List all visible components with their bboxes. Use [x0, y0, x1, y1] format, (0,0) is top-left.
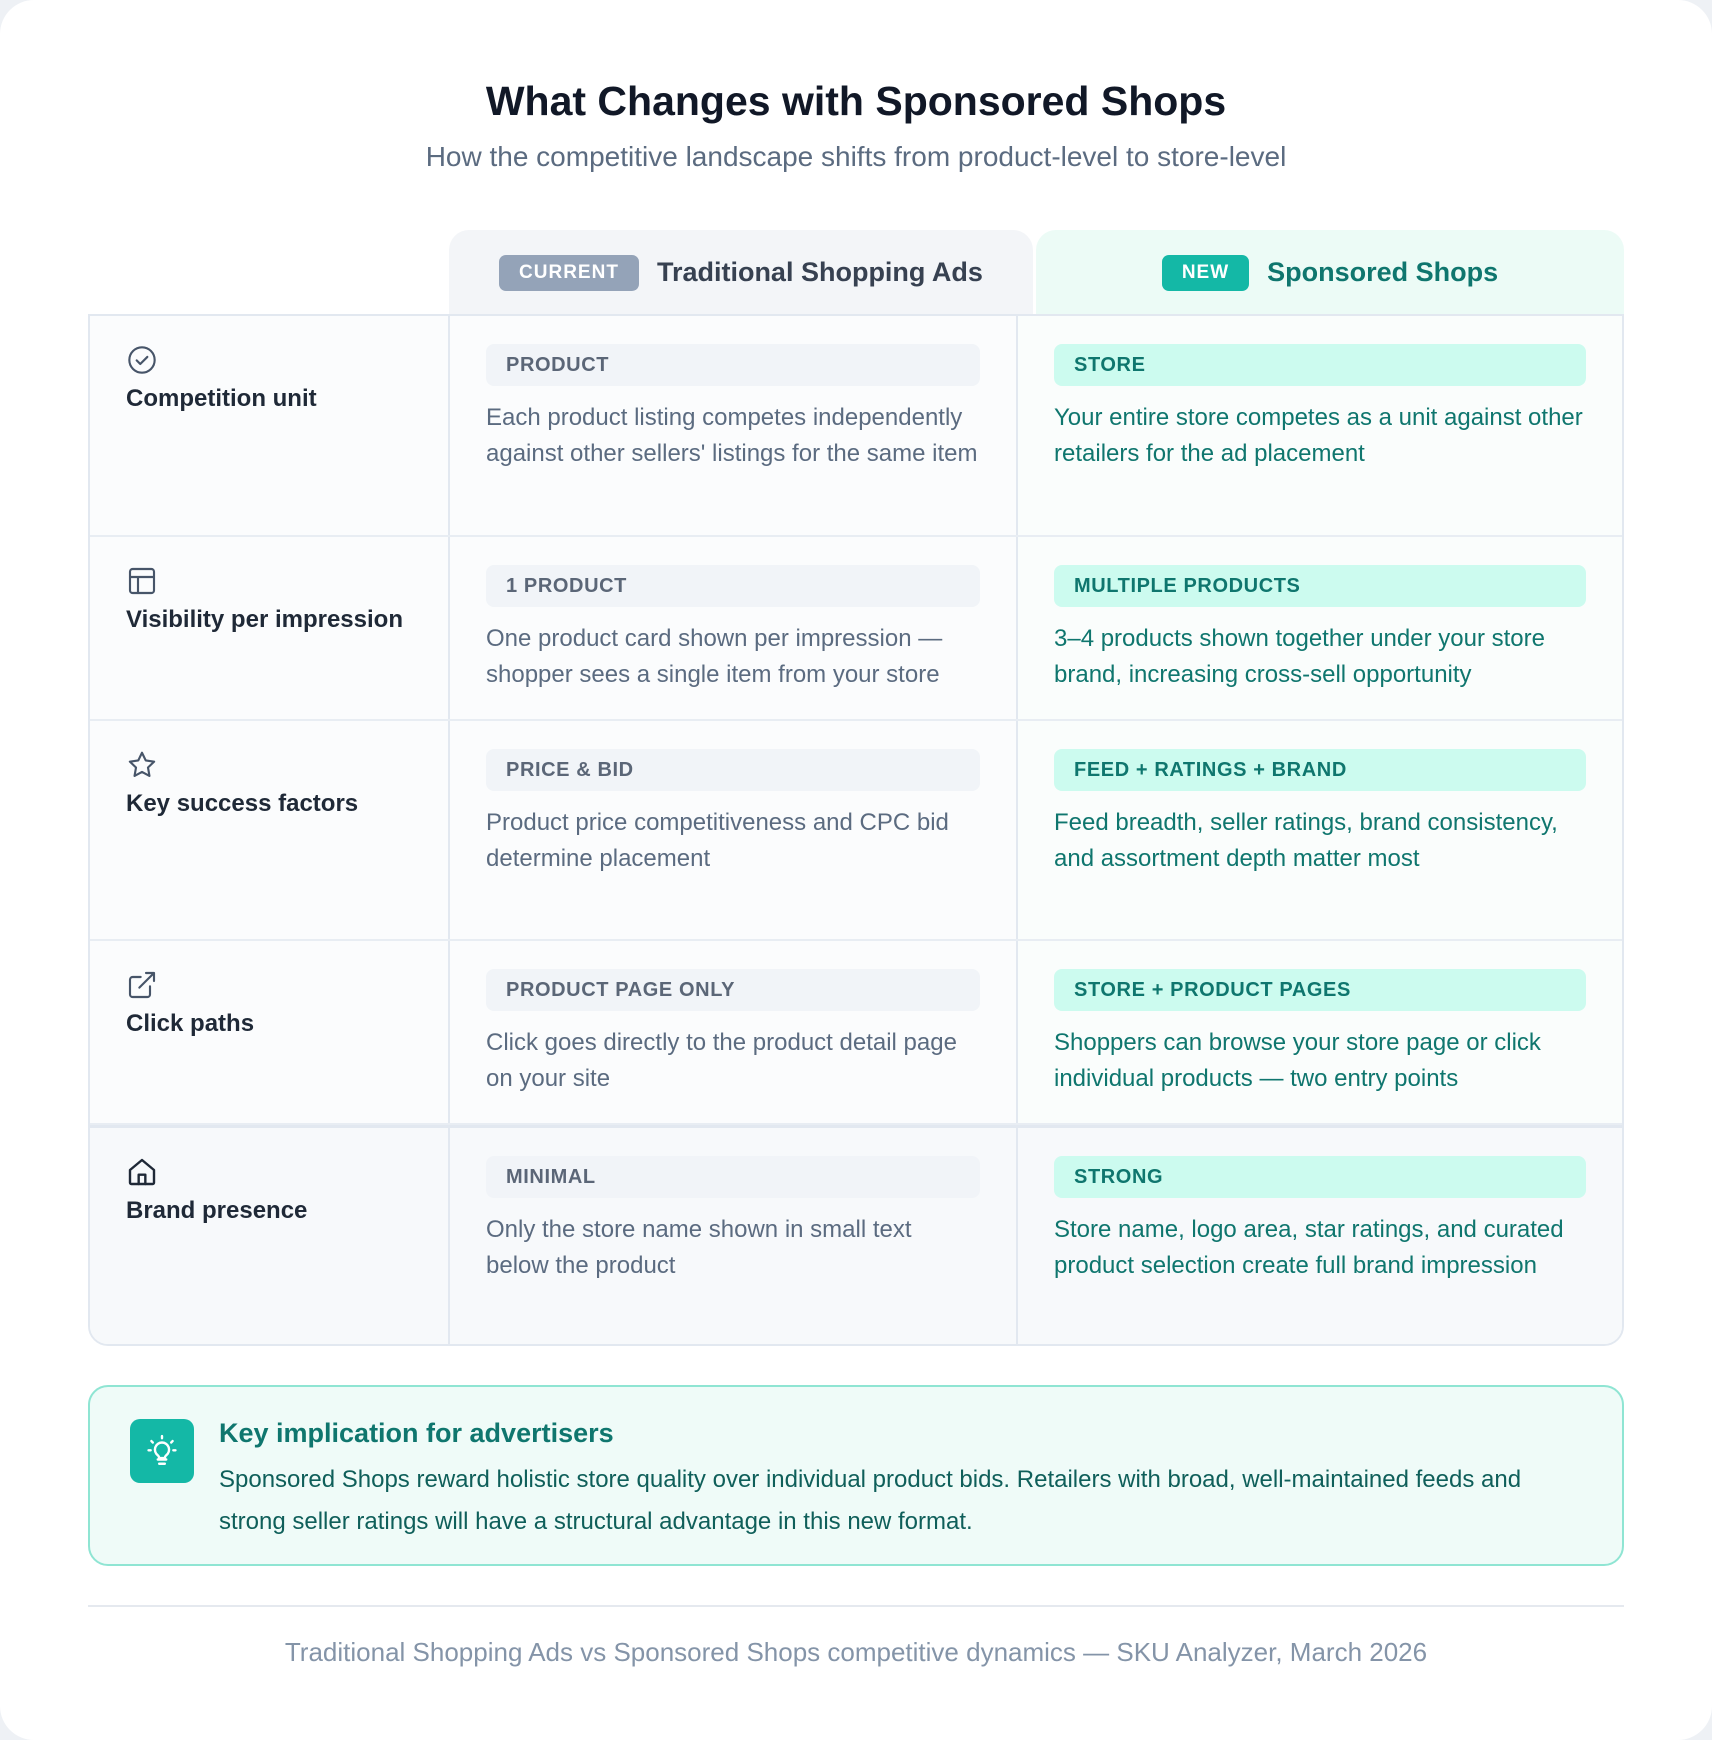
star-icon	[126, 749, 158, 781]
column-header-current	[449, 230, 1033, 315]
new-tag: MULTIPLE PRODUCTS	[1054, 565, 1586, 607]
new-description: 3–4 products shown together under your store brand, increasing cross-sell opportunity	[1054, 625, 1545, 688]
key-implication-box	[88, 1385, 1624, 1566]
new-cell	[1018, 941, 1622, 1123]
new-cell	[1018, 1128, 1622, 1346]
column-header-new	[1036, 230, 1624, 315]
current-badge: CURRENT	[499, 255, 639, 291]
new-description: Store name, logo area, star ratings, and curated product selection create full brand impression	[1054, 1216, 1564, 1279]
current-cell	[450, 941, 1018, 1123]
row-label-cell	[90, 941, 450, 1123]
row-label-cell	[90, 316, 450, 535]
page-title: What Changes with Sponsored Shops	[485, 78, 1227, 124]
current-cell	[450, 721, 1018, 939]
table-row	[90, 316, 1622, 537]
row-label-cell	[90, 537, 450, 719]
external-link-icon	[126, 969, 158, 1001]
new-cell	[1018, 721, 1622, 939]
table-row	[90, 941, 1622, 1125]
new-cell	[1018, 537, 1622, 719]
new-tag: STORE + PRODUCT PAGES	[1054, 969, 1586, 1011]
current-description: Each product listing competes independently against other sellers' listings for the same item	[486, 404, 978, 467]
implication-title: Key implication for advertisers	[219, 1418, 614, 1448]
row-label-cell	[90, 721, 450, 939]
current-tag: MINIMAL	[486, 1156, 980, 1198]
page-subtitle: How the competitive landscape shifts from product-level to store-level	[425, 141, 1287, 172]
new-tag: STRONG	[1054, 1156, 1586, 1198]
current-cell	[450, 537, 1018, 719]
current-cell	[450, 316, 1018, 535]
table-row	[90, 537, 1622, 721]
current-description: Only the store name shown in small text below the product	[486, 1216, 912, 1279]
current-tag: 1 PRODUCT	[486, 565, 980, 607]
current-tag: PRODUCT	[486, 344, 980, 386]
implication-body: Sponsored Shops reward holistic store quality over individual product bids. Retailers with broad, well-maintained feeds and strong seller ratings will have a structural advantage in this new format.	[219, 1466, 1522, 1535]
table-row	[90, 1125, 1622, 1346]
new-badge: NEW	[1162, 255, 1249, 291]
new-description: Your entire store competes as a unit against other retailers for the ad placement	[1054, 404, 1583, 467]
new-column-title: Sponsored Shops	[1267, 257, 1499, 287]
current-cell	[450, 1128, 1018, 1346]
new-tag: STORE	[1054, 344, 1586, 386]
row-label: Competition unit	[126, 385, 317, 412]
layout-icon	[126, 565, 158, 597]
row-label: Brand presence	[126, 1197, 308, 1224]
comparison-table	[88, 314, 1624, 1346]
new-tag: FEED + RATINGS + BRAND	[1054, 749, 1586, 791]
row-label-cell	[90, 1128, 450, 1346]
row-label: Key success factors	[126, 790, 359, 817]
lightbulb-icon	[130, 1419, 194, 1483]
row-label: Visibility per impression	[126, 606, 403, 633]
new-description: Shoppers can browse your store page or click individual products — two entry points	[1054, 1029, 1541, 1092]
new-description: Feed breadth, seller ratings, brand consistency, and assortment depth matter most	[1054, 809, 1558, 872]
current-column-title: Traditional Shopping Ads	[656, 257, 983, 287]
current-tag: PRODUCT PAGE ONLY	[486, 969, 980, 1011]
row-label: Click paths	[126, 1010, 255, 1037]
footer-divider	[88, 1605, 1624, 1607]
current-description: Product price competitiveness and CPC bid determine placement	[486, 809, 949, 872]
current-description: Click goes directly to the product detail page on your site	[486, 1029, 957, 1092]
footer-caption: Traditional Shopping Ads vs Sponsored Shops competitive dynamics — SKU Analyzer, March 2026	[284, 1637, 1428, 1667]
table-row	[90, 721, 1622, 941]
check-circle-icon	[126, 344, 158, 376]
new-cell	[1018, 316, 1622, 535]
home-icon	[126, 1156, 158, 1188]
current-tag: PRICE & BID	[486, 749, 980, 791]
current-description: One product card shown per impression — shopper sees a single item from your store	[486, 625, 943, 688]
